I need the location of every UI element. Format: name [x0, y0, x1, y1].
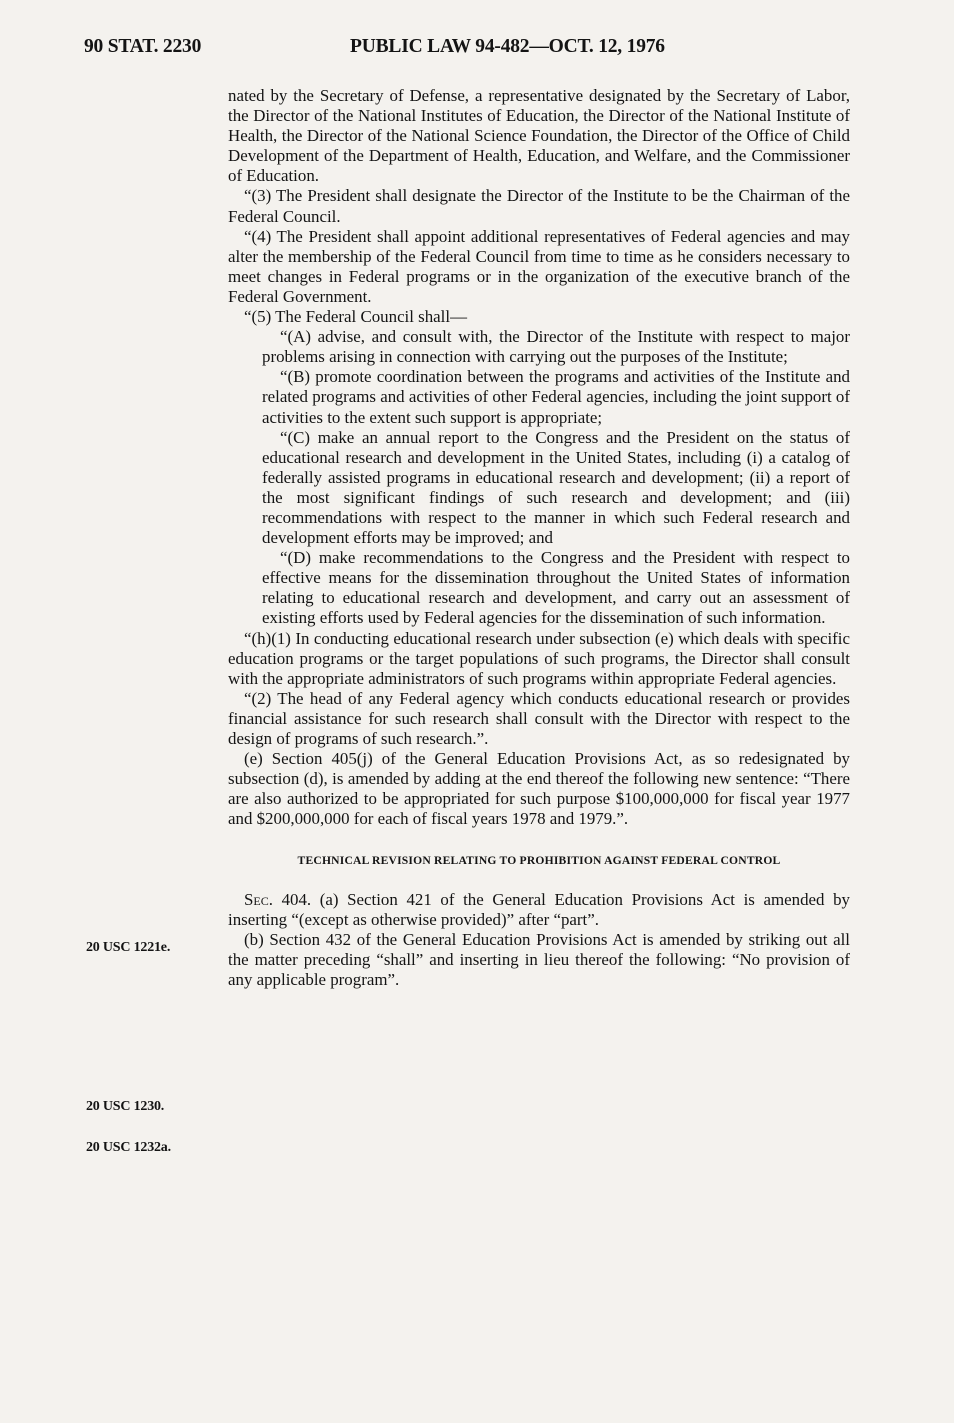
section-label: Sec. 404. — [244, 889, 312, 909]
clause-d: “(D) make recommendations to the Congress and the President with respect to effective means for the dissemination throughout the United States of information relating to educational research and development, and carry out an assessment of existing efforts used by Federal agencies for the dissemination of such information. — [262, 548, 850, 628]
section-404-a — [228, 890, 850, 930]
margin-citation-1221e: 20 USC 1221e. — [86, 940, 171, 955]
clause-a: “(A) advise, and consult with, the Director of the Institute with respect to major problems arising in connection with carrying out the purposes of the Institute; — [262, 327, 850, 367]
margin-citation-1232a: 20 USC 1232a. — [86, 1140, 171, 1155]
paragraph-3: “(3) The President shall designate the Director of the Institute to be the Chairman of the Federal Council. — [228, 186, 850, 226]
section-heading: TECHNICAL REVISION RELATING TO PROHIBITION AGAINST FEDERAL CONTROL — [297, 854, 781, 868]
paragraph-5: “(5) The Federal Council shall— — [244, 307, 467, 327]
document-body — [228, 86, 850, 990]
clause-b: “(B) promote coordination between the programs and activities of the Institute and related programs and activities of other Federal agencies, including the joint support of activities to the extent such support is appropriate; — [262, 367, 850, 427]
section-404-b: (b) Section 432 of the General Education Provisions Act is amended by striking out all the matter preceding “shall” and inserting in lieu thereof the following: “No provision of any applicable program”. — [228, 929, 850, 989]
subsection-h-1: “(h)(1) In conducting educational research under subsection (e) which deals with specific education programs or the target populations of such programs, the Director shall consult with the appropriate administrators of such programs within appropriate Federal agencies. — [228, 628, 850, 688]
section-404-a-text: (a) Section 421 of the General Education Provisions Act is amended by inserting “(except as otherwise provided)” after “part”. — [228, 889, 850, 929]
subsection-e-amendment: (e) Section 405(j) of the General Education Provisions Act, as so redesignated by subsection (d), is amended by adding at the end thereof the following new sentence: “There are also authorized to be appropriated for such purpose $100,000,000 for fiscal year 1977 and $200,000,000 for each of fiscal years 1978 and 1979.”. — [228, 749, 850, 829]
public-law-title: PUBLIC LAW 94-482—OCT. 12, 1976 — [350, 36, 665, 57]
paragraph-4: “(4) The President shall appoint additional representatives of Federal agencies and may alter the membership of the Federal Council from time to time as he considers necessary to meet changes in Federal programs or in the organization of the executive branch of the Federal Government. — [228, 226, 850, 306]
clause-c: “(C) make an annual report to the Congress and the President on the status of educational research and development in the United States, including (i) a catalog of federally assisted programs in educational research and development; (ii) a report of the most significant findings of such research and development; and (iii) recommendations with respect to the manner in which such Federal research and development efforts may be improved; and — [262, 427, 850, 548]
page-header — [0, 30, 954, 64]
subsection-h-2: “(2) The head of any Federal agency which conducts educational research or provides financial assistance for such research shall consult with the Director with respect to the design of programs of such research.”. — [228, 688, 850, 748]
statute-page-reference: 90 STAT. 2230 — [84, 36, 202, 57]
paragraph-council-members: nated by the Secretary of Defense, a representative designated by the Secretary of Labor, the Director of the National Institutes of Education, the Director of the National Institute of Health, the Director of the National Science Foundation, the Director of the Office of Child Development of the Department of Health, Education, and Welfare, and the Commissioner of Education. — [228, 86, 850, 186]
margin-citation-1230: 20 USC 1230. — [86, 1099, 165, 1114]
